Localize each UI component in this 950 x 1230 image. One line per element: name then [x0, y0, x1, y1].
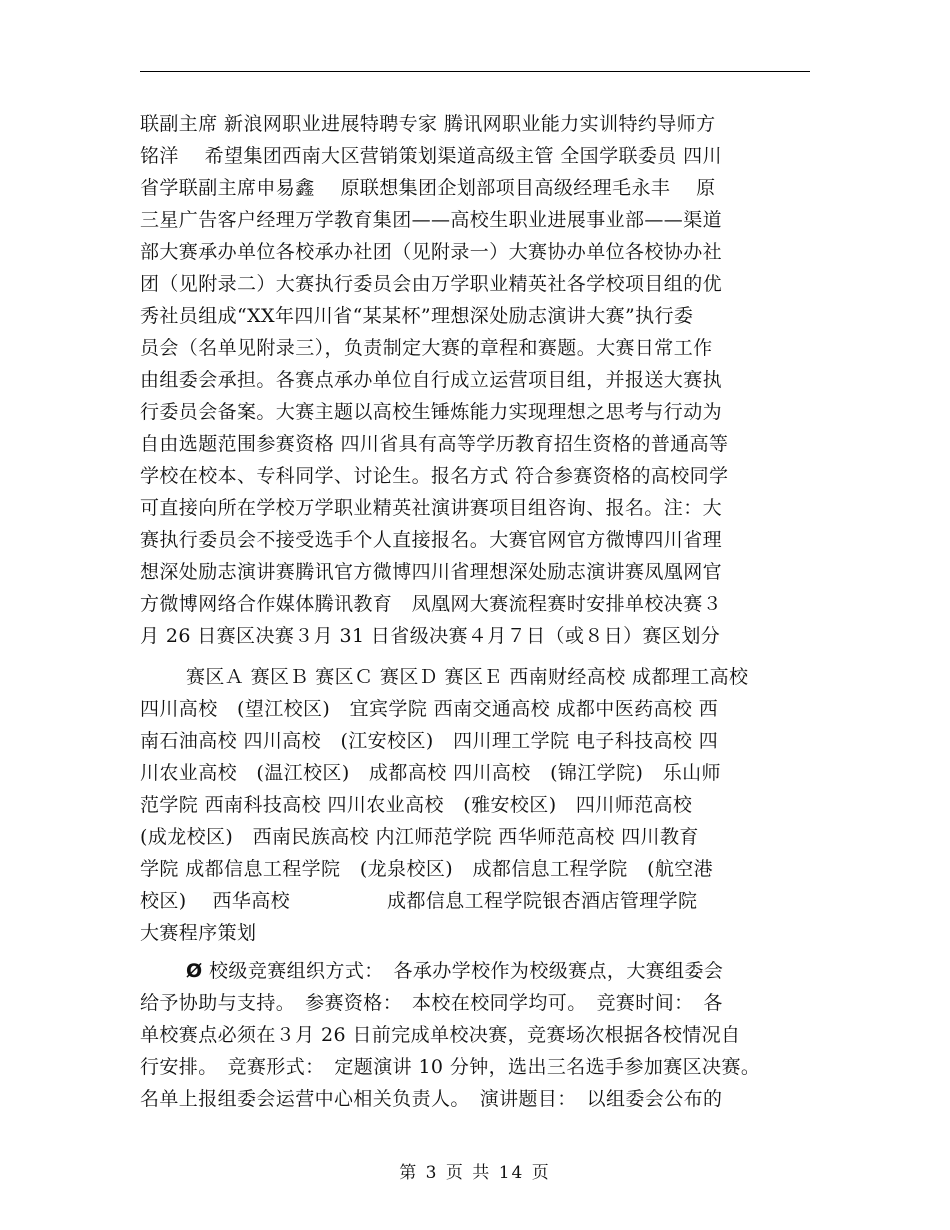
text-line: 自由选题范围参赛资格 四川省具有高等学历教育招生资格的普通高等	[140, 433, 729, 455]
text-line: 学院 成都信息工程学院 (龙泉校区) 成都信息工程学院 (航空港	[140, 858, 714, 880]
text-line: 方微博网络合作媒体腾讯教育 凤凰网大赛流程赛时安排单校决赛３	[140, 593, 723, 615]
text-line: 省学联副主席申易鑫 原联想集团企划部项目高级经理毛永丰 原	[140, 177, 716, 199]
header-rule	[140, 71, 810, 72]
text-line: 月 26 日赛区决赛３月 31 日省级决赛４月７日（或８日）赛区划分	[140, 625, 721, 647]
text-line: 由组委会承担。各赛点承办单位自行成立运营项目组，并报送大赛执	[140, 369, 723, 391]
text-line: 四川高校 (望江校区) 宜宾学院 西南交通高校 成都中医药高校 西	[140, 698, 719, 720]
text-line: 川农业高校 (温江校区) 成都高校 四川高校 (锦江学院) 乐山师	[140, 762, 721, 784]
text-line: 团（见附录二）大赛执行委员会由万学职业精英社各学校项目组的优	[140, 273, 723, 295]
text-line: 给予协助与支持。 参赛资格： 本校在校同学均可。 竞赛时间： 各	[140, 992, 723, 1014]
text-line: 赛区Ａ 赛区Ｂ 赛区Ｃ 赛区Ｄ 赛区Ｅ 西南财经高校 成都理工高校	[186, 666, 749, 688]
text-line: 铭洋 希望集团西南大区营销策划渠道高级主管 全国学联委员 四川	[140, 145, 722, 167]
bullet-icon: Ø	[186, 960, 203, 982]
text-line: 三星广告客户经理万学教育集团——高校生职业进展事业部——渠道	[140, 209, 723, 231]
text-line: 联副主席 新浪网职业进展特聘专家 腾讯网职业能力实训特约导师方	[140, 113, 716, 135]
text-line: 单校赛点必须在３月 26 日前完成单校决赛，竞赛场次根据各校情况自	[140, 1024, 741, 1046]
text-line: 可直接向所在学校万学职业精英社演讲赛项目组咨询、报名。注：大	[140, 497, 723, 519]
text-line: 名单上报组委会运营中心相关负责人。 演讲题目： 以组委会公布的	[140, 1088, 723, 1110]
text-line: 行委员会备案。大赛主题以高校生锤炼能力实现理想之思考与行动为	[140, 401, 723, 423]
text-line: 部大赛承办单位各校承办社团（见附录一）大赛协办单位各校协办社	[140, 241, 723, 263]
text-line: 行安排。 竞赛形式： 定题演讲 10 分钟，选出三名选手参加赛区决赛。	[140, 1056, 761, 1078]
text-line: (成龙校区) 西南民族高校 内江师范学院 西华师范高校 四川教育	[140, 826, 699, 848]
text-line: 秀社员组成“XX年四川省“某某杯”理想深处励志演讲大赛”执行委	[140, 305, 694, 327]
text-line: 学校在校本、专科同学、讨论生。报名方式 符合参赛资格的高校同学	[140, 465, 729, 487]
text-line: 南石油高校 四川高校 (江安校区) 四川理工学院 电子科技高校 四	[140, 730, 719, 752]
bullet-text: 校级竞赛组织方式： 各承办学校作为校级赛点，大赛组委会	[209, 960, 724, 982]
text-line: 校区) 西华高校 成都信息工程学院银杏酒店管理学院	[140, 890, 698, 912]
text-line: 想深处励志演讲赛腾讯官方微博四川省理想深处励志演讲赛凤凰网官	[140, 561, 723, 583]
text-line: 大赛程序策划	[140, 922, 257, 944]
text-line: 员会（名单见附录三），负责制定大赛的章程和赛题。大赛日常工作	[140, 337, 713, 359]
bullet-line	[186, 962, 723, 981]
page-number-footer: 第 3 页 共 14 页	[399, 1163, 551, 1183]
text-line: 赛执行委员会不接受选手个人直接报名。大赛官网官方微博四川省理	[140, 529, 723, 551]
text-line: 范学院 西南科技高校 四川农业高校 (雅安校区) 四川师范高校	[140, 794, 693, 816]
